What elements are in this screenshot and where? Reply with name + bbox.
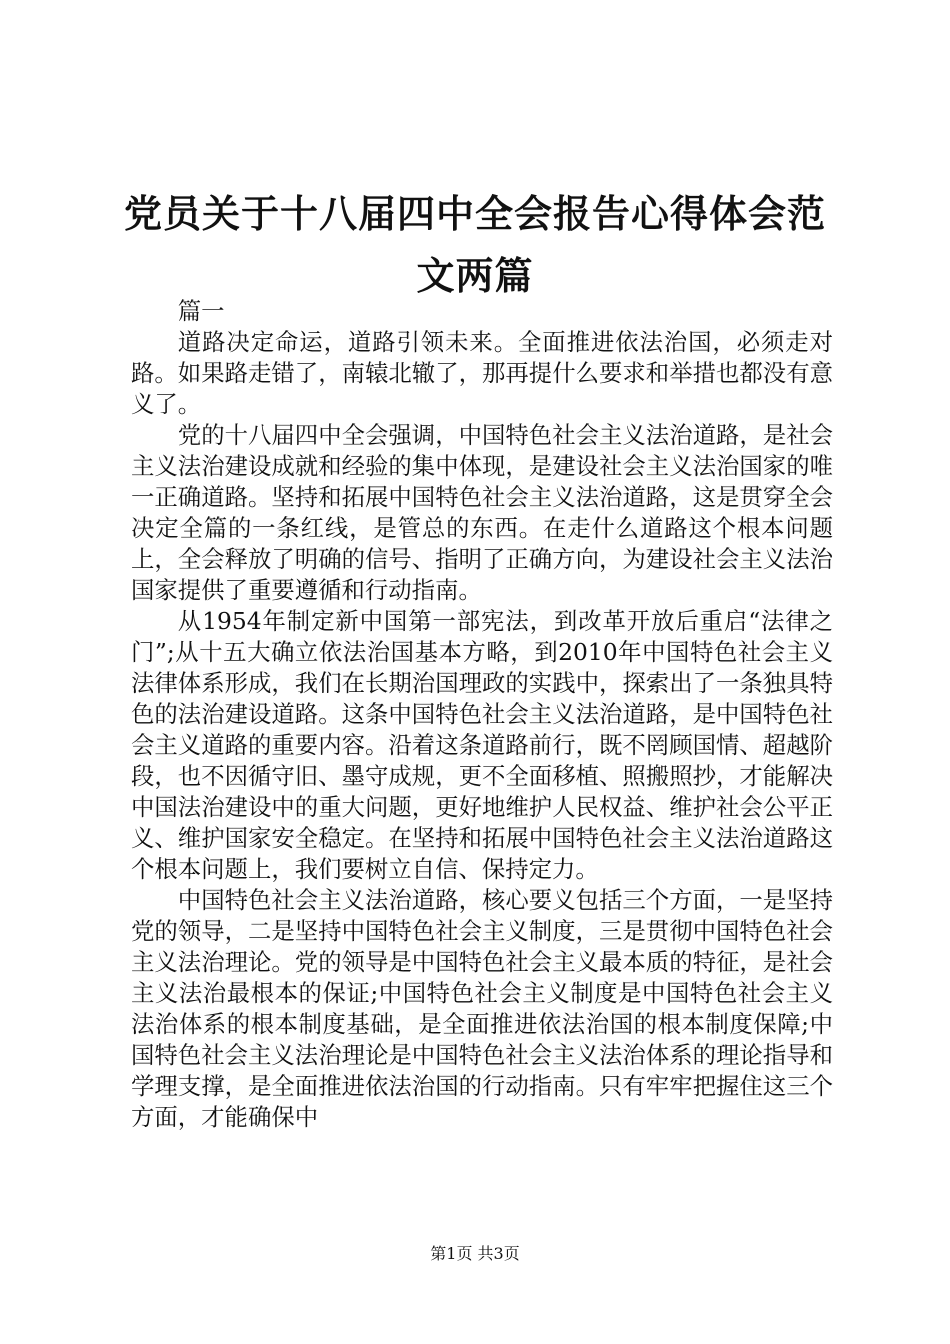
paragraph-3: 从1954年制定新中国第一部宪法，到改革开放后重启“法律之门”;从十五大确立依法治国基本方略，到2010年中国特色社会主义法律体系形成，我们在长期治国理政的实践中，探索出了一条独具特色的法治建设道路。这条中国特色社会主义法治道路，是中国特色社会主义道路的重要内容。沿着这条道路前行，既不罔顾国情、超越阶段，也不因循守旧、墨守成规，更不全面移植、照搬照抄，才能解决中国法治建设中的重大问题，更好地维护人民权益、维护社会公平正义、维护国家安全稳定。在坚持和拓展中国特色社会主义法治道路这个根本问题上，我们要树立自信、保持定力。 — [131, 607, 833, 883]
document-body — [131, 296, 833, 1133]
paragraph-4: 中国特色社会主义法治道路，核心要义包括三个方面，一是坚持党的领导，二是坚持中国特色社会主义制度，三是贯彻中国特色社会主义法治理论。党的领导是中国特色社会主义最本质的特征，是社会主义法治最根本的保证;中国特色社会主义制度是中国特色社会主义法治体系的根本制度基础，是全面推进依法治国的根本制度保障;中国特色社会主义法治理论是中国特色社会主义法治体系的理论指导和学理支撑，是全面推进依法治国的行动指南。只有牢牢把握住这三个方面，才能确保中 — [131, 886, 833, 1131]
section-label: 篇一 — [177, 297, 225, 325]
paragraph-2: 党的十八届四中全会强调，中国特色社会主义法治道路，是社会主义法治建设成就和经验的集中体现，是建设社会主义法治国家的唯一正确道路。坚持和拓展中国特色社会主义法治道路，这是贯穿全会决定全篇的一条红线，是管总的东西。在走什么道路这个根本问题上，全会释放了明确的信号、指明了正确方向，为建设社会主义法治国家提供了重要遵循和行动指南。 — [131, 421, 833, 604]
paragraph-1: 道路决定命运，道路引领未来。全面推进依法治国，必须走对路。如果路走错了，南辕北辙了，那再提什么要求和举措也都没有意义了。 — [131, 328, 833, 418]
document-title: 党员关于十八届四中全会报告心得体会范文两篇 — [123, 191, 826, 299]
page-footer: 第1页 共3页 — [430, 1244, 520, 1263]
